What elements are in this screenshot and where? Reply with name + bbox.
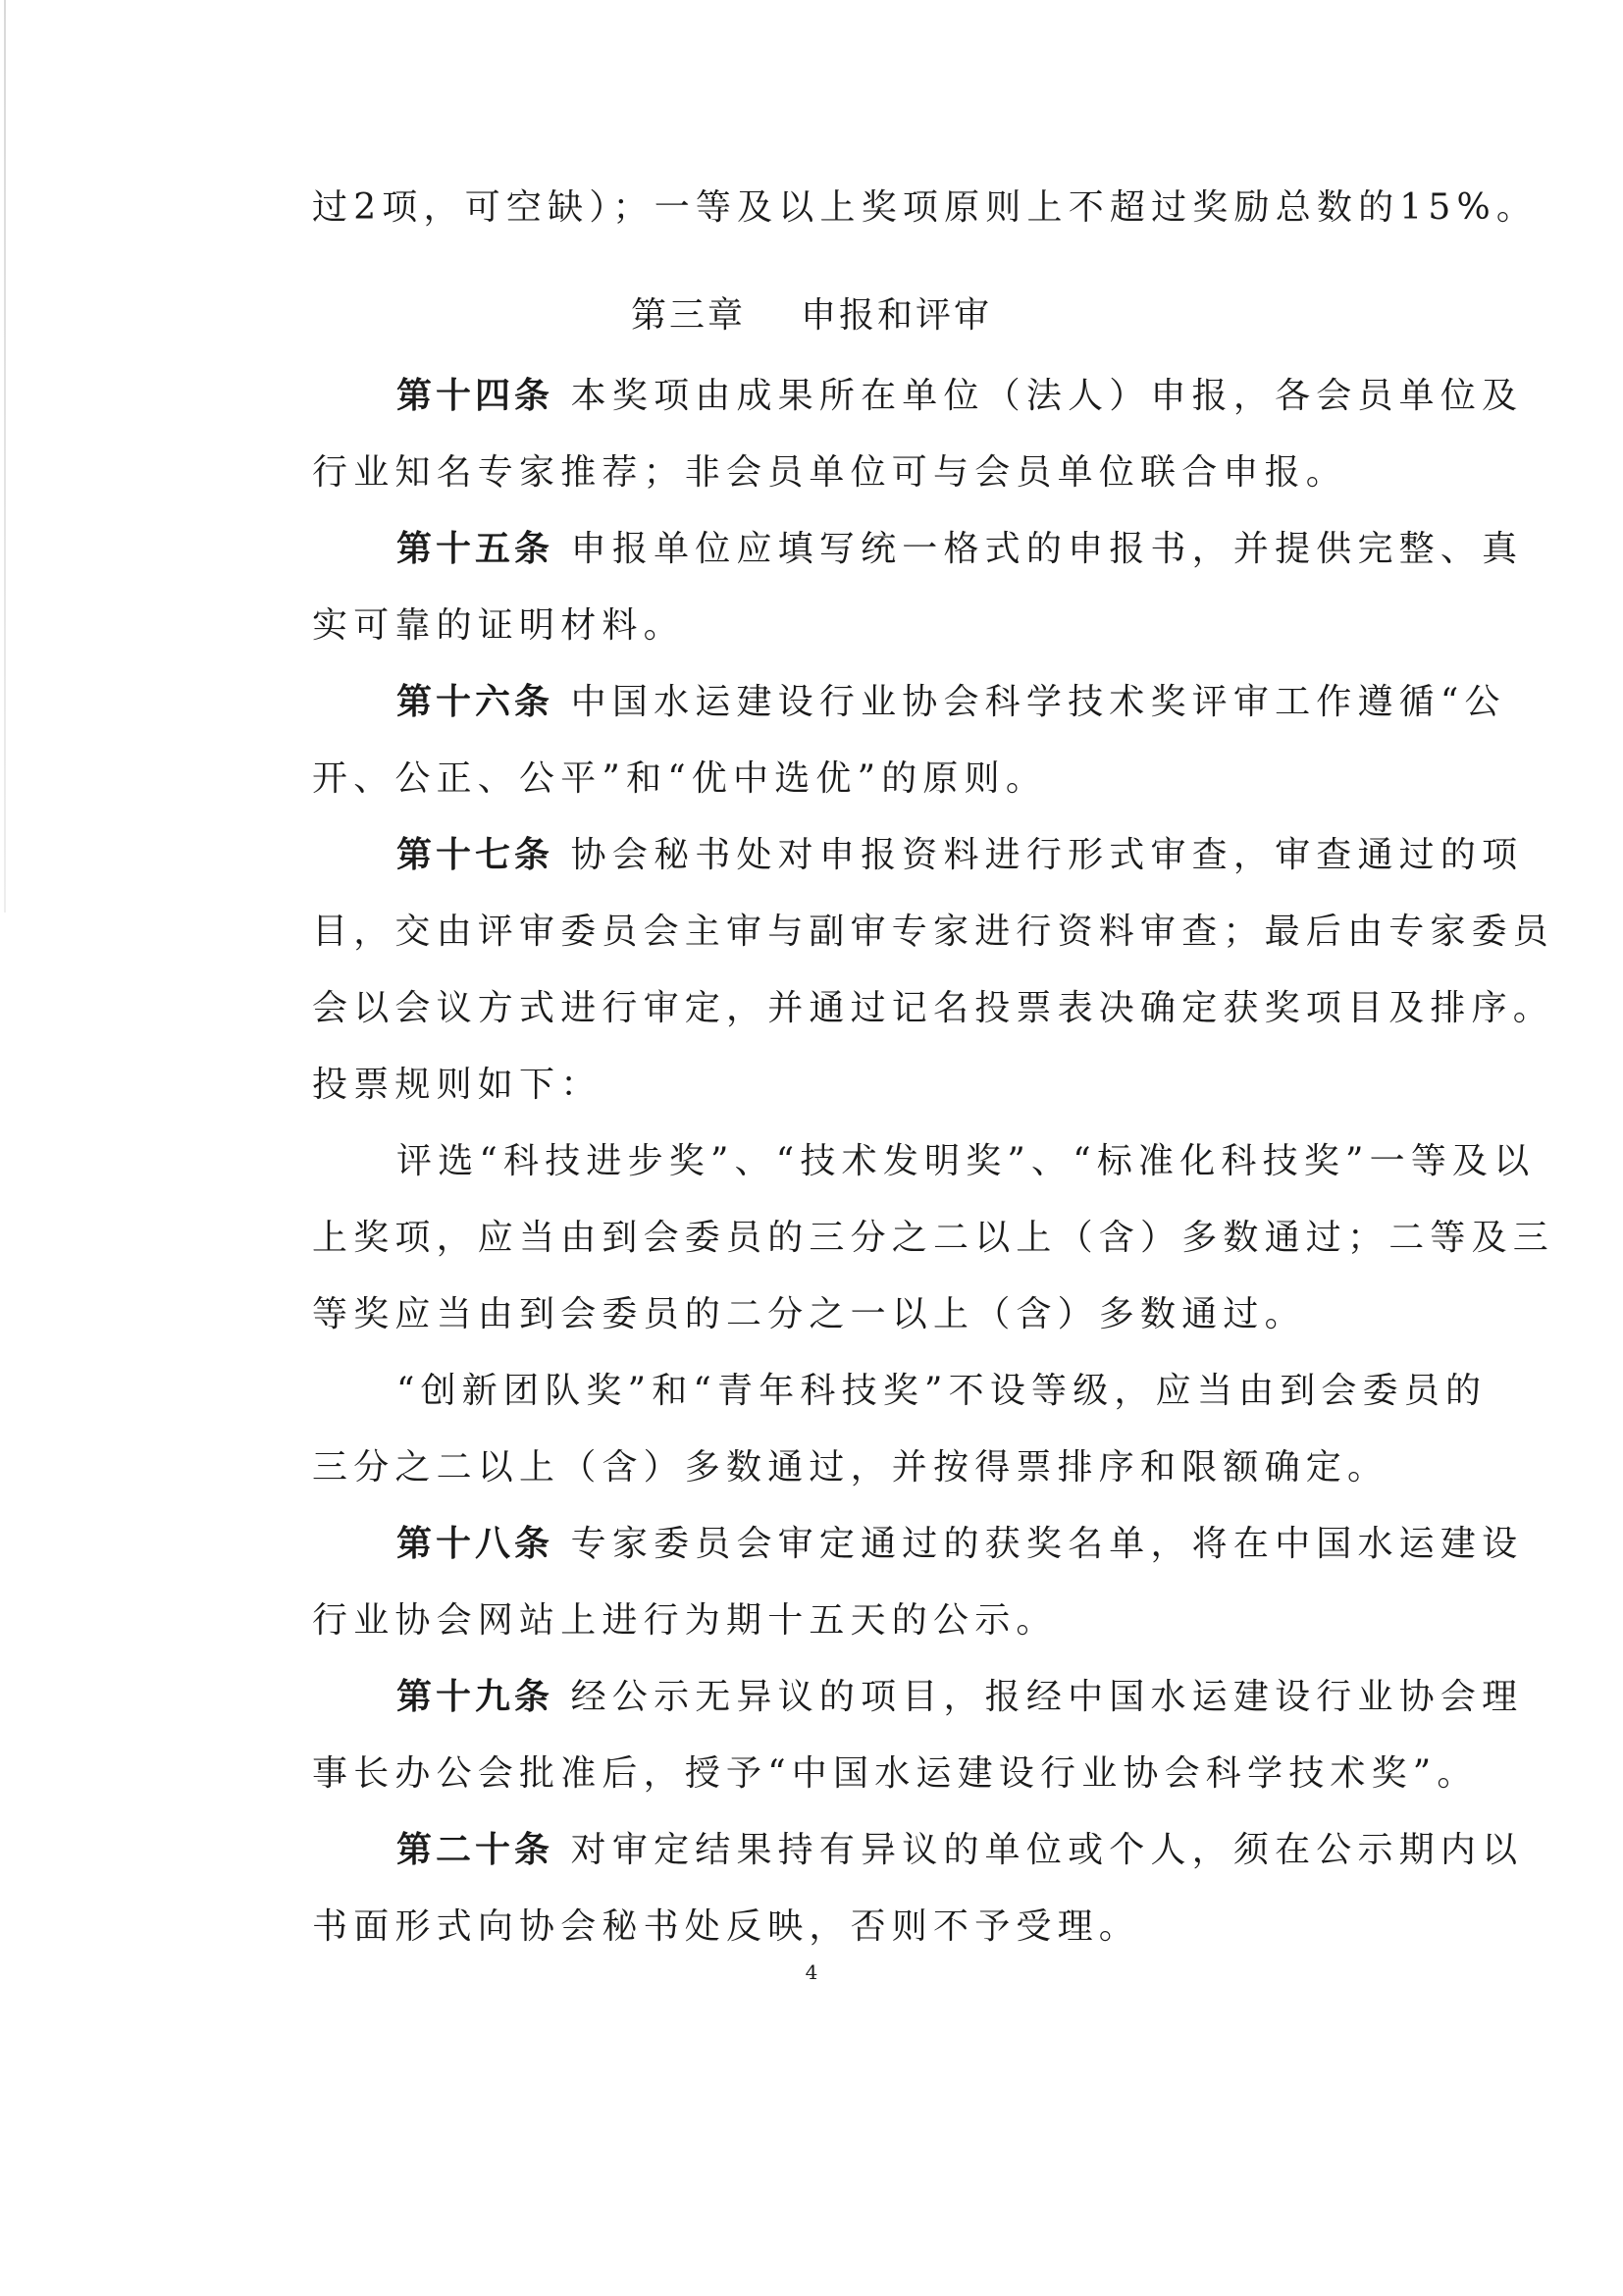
article-text: 本奖项由成果所在单位（法人）申报，各会员单位及 [570,376,1524,416]
article-19-line-1 [396,1672,1535,1723]
article-heading: 第十六条 [396,682,554,722]
article-17-line-4: 投票规则如下： [312,1065,602,1105]
article-17-line-3: 会以会议方式进行审定，并通过记名投票表决确定获奖项目及排序。 [312,988,1555,1028]
page-number: 4 [805,1960,818,1984]
article-heading: 第十八条 [396,1524,554,1564]
rule-2-line-2: 三分之二以上（含）多数通过，并按得票排序和限额确定。 [312,1447,1389,1487]
article-14-line-2: 行业知名专家推荐；非会员单位可与会员单位联合申报。 [312,452,1348,493]
chapter-title: 申报和评审 [801,295,993,336]
article-text: 对审定结果持有异议的单位或个人，须在公示期内以 [570,1830,1524,1870]
article-17-line-1 [396,830,1535,881]
article-text: 经公示无异议的项目，报经中国水运建设行业协会理 [570,1677,1524,1717]
article-20-line-2: 书面形式向协会秘书处反映，否则不予受理。 [312,1906,1141,1947]
article-20-line-1 [396,1825,1535,1876]
article-heading: 第十五条 [396,529,554,569]
article-heading: 第十七条 [396,835,554,875]
article-18-line-1 [396,1519,1535,1570]
article-16-line-1 [396,677,1535,728]
article-15-line-2: 实可靠的证明材料。 [312,605,685,646]
article-text: 协会秘书处对申报资料进行形式审查，审查通过的项 [570,835,1524,875]
scan-edge-shadow [4,0,6,913]
article-17-line-2: 目，交由评审委员会主审与副审专家进行资料审查；最后由专家委员 [312,912,1555,952]
article-text: 中国水运建设行业协会科学技术奖评审工作遵循“公 [570,682,1506,722]
article-16-line-2: 开、公正、公平”和“优中选优”的原则。 [312,758,1048,799]
rule-1-line-1: 评选“科技进步奖”、“技术发明奖”、“标准化科技奖”一等及以 [396,1141,1536,1181]
article-15-line-1 [396,524,1535,575]
article-18-line-2: 行业协会网站上进行为期十五天的公示。 [312,1600,1058,1641]
article-heading: 第十九条 [396,1677,554,1717]
rule-1-line-2: 上奖项，应当由到会委员的三分之二以上（含）多数通过；二等及三 [312,1218,1555,1258]
article-heading: 第十四条 [396,376,554,416]
article-text: 申报单位应填写统一格式的申报书，并提供完整、真 [570,529,1524,569]
article-14-line-1 [396,371,1535,422]
paragraph-line: 过2项，可空缺）；一等及以上奖项原则上不超过奖励总数的15%。 [312,187,1539,228]
chapter-heading [0,290,1623,341]
rule-2-line-1: “创新团队奖”和“青年科技奖”不设等级，应当由到会委员的 [396,1371,1488,1411]
rule-1-line-3: 等奖应当由到会委员的二分之一以上（含）多数通过。 [312,1294,1306,1334]
article-19-line-2: 事长办公会批准后，授予“中国水运建设行业协会科学技术奖”。 [312,1753,1479,1794]
chapter-number: 第三章 [630,295,746,336]
article-heading: 第二十条 [396,1830,554,1870]
article-text: 专家委员会审定通过的获奖名单，将在中国水运建设 [570,1524,1524,1564]
